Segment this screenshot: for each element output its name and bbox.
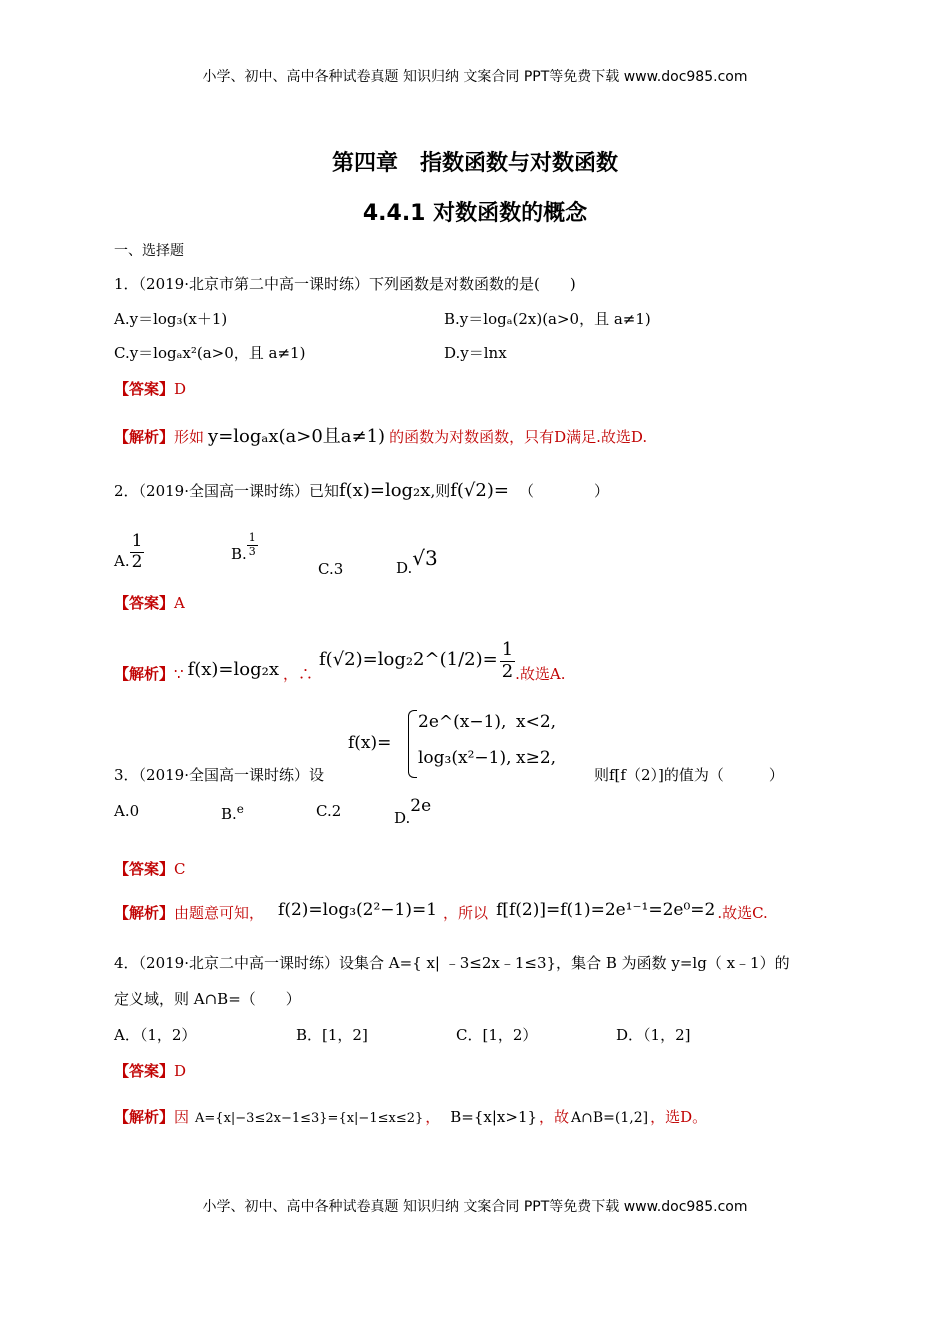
- q3-function-label: f(x)=: [348, 733, 392, 753]
- answer-tag: 【答案】: [114, 594, 175, 612]
- q2-option-b-den: 3: [248, 544, 256, 558]
- q3-stem-post: 则f[f（2）]的值为（ ）: [594, 766, 784, 784]
- q3-analysis-post: .故选C.: [717, 904, 768, 922]
- q3-option-d: [394, 796, 431, 827]
- analysis-tag: 【解析】: [114, 904, 175, 922]
- q2-option-a-den: 2: [131, 551, 143, 572]
- answer-tag: 【答案】: [114, 860, 175, 878]
- q1-option-c: C.y＝logₐx²(a>0，且 a≠1): [114, 344, 306, 362]
- q1-option-a: A.y＝log₃(x＋1): [114, 310, 228, 328]
- chapter-title: 第四章 指数函数与对数函数: [331, 151, 618, 176]
- q4-analysis-sep1: ，: [425, 1108, 441, 1126]
- analysis-tag: 【解析】: [114, 428, 175, 446]
- q3-option-b-label: B.: [221, 805, 237, 823]
- q3-option-a: A.0: [114, 802, 140, 820]
- answer-tag: 【答案】: [114, 380, 175, 398]
- q3-case2-expr: log₃(x²−1),: [418, 748, 512, 768]
- q4-option-c: C．[1，2）: [456, 1026, 538, 1044]
- q3-analysis-pre: 由题意可知，: [174, 904, 265, 922]
- q2-analysis-post: .故选A.: [515, 665, 566, 684]
- q4-analysis-f2: B={x|x>1}: [450, 1108, 538, 1126]
- q3-answer-value: C: [174, 860, 186, 878]
- q4-analysis-sep2: ，故: [539, 1108, 570, 1126]
- q2-option-b-num: 1: [248, 531, 256, 544]
- q1-option-b: B.y＝logₐ(2x)(a>0，且 a≠1): [444, 310, 651, 328]
- q3-option-b-value: e: [236, 802, 244, 816]
- q1-answer: [114, 378, 186, 399]
- q2-option-d: [396, 546, 438, 577]
- q3-stem-pre: 3．（2019·全国高一课时练）设: [114, 766, 324, 784]
- q3-option-d-value: 2e: [410, 796, 432, 816]
- q2-analysis-f2-den: 2: [501, 660, 514, 682]
- q2-analysis-because: ∵: [174, 665, 184, 684]
- q1-analysis: [114, 422, 647, 448]
- q2-analysis-f1: f(x)=log₂x: [187, 659, 279, 681]
- q2-stem-formula2: f(√2)=: [450, 480, 509, 501]
- q1-option-d: D.y＝lnx: [444, 344, 507, 362]
- q3-option-b: [221, 802, 244, 823]
- q2-stem: [114, 480, 609, 501]
- section-title: 4.4.1 对数函数的概念: [362, 201, 588, 226]
- q3-answer: [114, 858, 186, 879]
- q4-stem-line2: 定义域，则 A∩B=（ ）: [114, 990, 301, 1008]
- analysis-tag: 【解析】: [114, 1108, 175, 1126]
- q2-stem-post: （ ）: [518, 482, 609, 500]
- q1-answer-value: D: [174, 380, 187, 398]
- q3-case2-cond: x≥2,: [516, 748, 557, 768]
- q2-answer-value: A: [174, 594, 185, 612]
- q4-analysis-pre: 因: [174, 1108, 190, 1126]
- q2-option-b: [231, 532, 258, 563]
- q3-option-c: C.2: [316, 802, 342, 820]
- q2-analysis-f2: f(√2)=log₂2^(1/2)=: [319, 649, 498, 671]
- q4-analysis-f1: A={x|−3≤2x−1≤3}={x|−1≤x≤2}: [195, 1111, 424, 1126]
- q4-option-b: B．[1，2]: [296, 1026, 368, 1044]
- q2-option-c: C.3: [318, 560, 344, 578]
- analysis-tag: 【解析】: [114, 665, 175, 684]
- q2-analysis-sep: ，∴: [283, 665, 314, 684]
- q1-analysis-post: 的函数为对数函数，只有D满足.故选D.: [389, 428, 648, 446]
- q2-option-d-label: D.: [396, 559, 413, 577]
- q1-analysis-pre: 形如: [174, 428, 205, 446]
- q2-stem-pre: 2．（2019·全国高一课时练）已知: [114, 482, 339, 500]
- q4-answer-value: D: [174, 1062, 187, 1080]
- q4-answer: [114, 1060, 186, 1081]
- q2-option-b-label: B.: [231, 545, 247, 564]
- q4-analysis-post: ，选D。: [650, 1108, 708, 1126]
- q3-analysis: [114, 900, 768, 923]
- q4-option-a: A．（1，2）: [114, 1026, 197, 1044]
- page-footer: 小学、初中、高中各种试卷真题 知识归纳 文案合同 PPT等免费下载 www.doc985.com: [202, 1199, 748, 1215]
- answer-tag: 【答案】: [114, 1062, 175, 1080]
- page-header: 小学、初中、高中各种试卷真题 知识归纳 文案合同 PPT等免费下载 www.doc985.com: [202, 69, 748, 85]
- q4-analysis: [114, 1106, 707, 1127]
- q3-piecewise-brace: [408, 710, 417, 778]
- q2-analysis-f2-num: 1: [501, 639, 514, 660]
- q3-case1-expr: 2e^(x−1),: [418, 712, 507, 732]
- q3-analysis-f2: f[f(2)]=f(1)=2e¹⁻¹=2e⁰=2: [496, 900, 716, 920]
- q2-option-d-value: √3: [412, 546, 438, 570]
- q4-option-d: D．（1，2]: [616, 1026, 691, 1044]
- q2-option-a-num: 1: [131, 531, 143, 551]
- q2-stem-formula: f(x)=log₂x: [339, 480, 431, 501]
- q3-case1-cond: x<2,: [516, 712, 557, 732]
- q3-analysis-mid: ，所以: [443, 904, 489, 922]
- section-label: 一、选择题: [114, 243, 184, 259]
- q2-answer: [114, 592, 185, 613]
- q4-stem-line1: 4．（2019·北京二中高一课时练）设集合 A={ x| ﹣3≤2x﹣1≤3}，集合 B 为函数 y=lg（ x﹣1）的: [114, 954, 790, 972]
- q2-option-a: [114, 532, 144, 572]
- q2-stem-mid: ,则: [430, 482, 451, 500]
- q4-analysis-f3: A∩B=(1,2]: [571, 1110, 649, 1126]
- q3-analysis-f1: f(2)=log₃(2²−1)=1: [278, 900, 438, 920]
- q1-stem: 1．（2019·北京市第二中高一课时练）下列函数是对数函数的是( ): [114, 275, 576, 293]
- q2-option-a-label: A.: [114, 552, 130, 571]
- q3-option-d-label: D.: [394, 809, 411, 827]
- q1-analysis-formula: y=logₐx(a>0且a≠1): [208, 426, 386, 447]
- q2-analysis: [114, 640, 566, 684]
